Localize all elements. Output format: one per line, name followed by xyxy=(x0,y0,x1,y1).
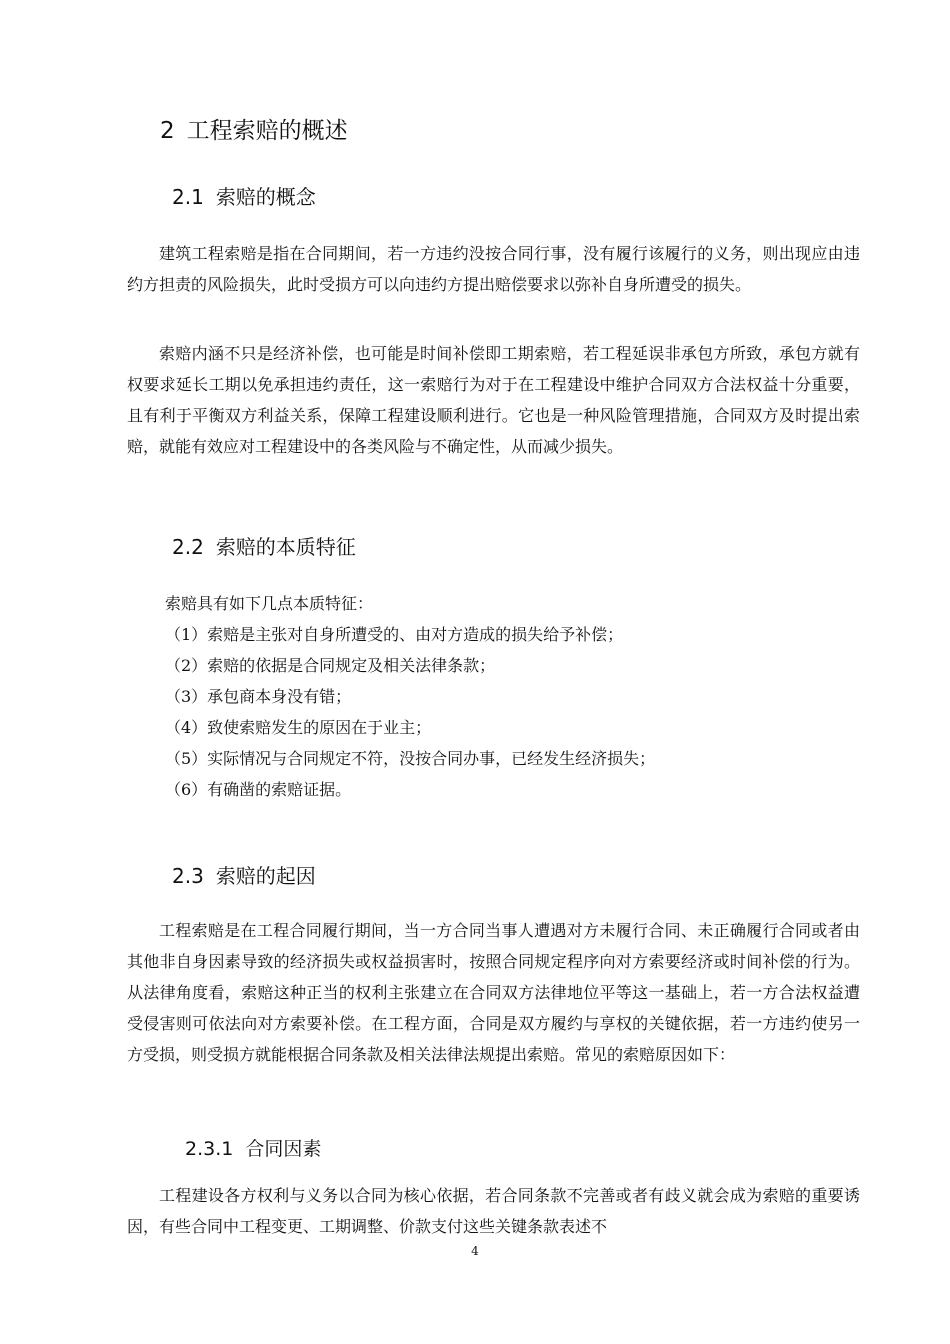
section-heading-2-2 xyxy=(172,531,356,563)
characteristics-list xyxy=(165,619,865,805)
paragraph-claim-causes: 工程索赔是在工程合同履行期间，当一方合同当事人遭遇对方未履行合同、未正确履行合同或者由其他非自身因素导致的经济损失或权益损害时，按照合同规定程序向对方索要经济或时间补偿的行为。从法律角度看，索赔这种正当的权利主张建立在合同双方法律地位平等这一基础上，若一方合法权益遭受侵害则可依法向对方索要补偿。在工程方面，合同是双方履约与享权的关键依据，若一方违约使另一方受损，则受损方就能根据合同条款及相关法律法规提出索赔。常见的索赔原因如下： xyxy=(127,921,860,1064)
section-title: 索赔的本质特征 xyxy=(215,535,356,559)
paragraph-contract-factors: 工程建设各方权利与义务以合同为核心依据，若合同条款不完善或者有歧义就会成为索赔的重要诱因，有些合同中工程变更、工期调整、价款支付这些关键条款表述不 xyxy=(127,1186,860,1236)
list-item: （6）有确凿的索赔证据。 xyxy=(165,780,352,799)
section-number: 2.3 xyxy=(172,864,204,888)
subsection-heading-2-3-1 xyxy=(185,1134,321,1164)
list-item: （5）实际情况与合同规定不符，没按合同办事，已经发生经济损失； xyxy=(165,749,656,768)
paragraph-claim-connotation: 索赔内涵不只是经济补偿，也可能是时间补偿即工期索赔，若工程延误非承包方所致，承包方就有权要求延长工期以免承担违约责任，这一索赔行为对于在工程建设中维护合同双方合法权益十分重要，且有利于平衡双方利益关系，保障工程建设顺利进行。它也是一种风险管理措施，合同双方及时提出索赔，就能有效应对工程建设中的各类风险与不确定性，从而减少损失。 xyxy=(127,344,860,456)
section-heading-2-3 xyxy=(172,860,316,892)
list-item: （3）承包商本身没有错； xyxy=(165,687,352,706)
subsection-title: 合同因素 xyxy=(245,1138,322,1160)
section-heading-2-1 xyxy=(172,181,316,213)
paragraph-claim-definition: 建筑工程索赔是指在合同期间，若一方违约没按合同行事，没有履行该履行的义务，则出现应由违约方担责的风险损失，此时受损方可以向违约方提出赔偿要求以弥补自身所遭受的损失。 xyxy=(127,244,860,294)
section-title: 索赔的起因 xyxy=(215,864,316,888)
list-intro: 索赔具有如下几点本质特征： xyxy=(165,594,374,613)
chapter-title: 工程索赔的概述 xyxy=(186,118,348,144)
section-number: 2.2 xyxy=(172,535,204,559)
subsection-number: 2.3.1 xyxy=(185,1138,234,1160)
list-item: （2）索赔的依据是合同规定及相关法律条款； xyxy=(165,656,496,675)
section-number: 2.1 xyxy=(172,185,204,209)
chapter-heading xyxy=(160,113,348,149)
chapter-number: 2 xyxy=(160,118,175,144)
page-number: 4 xyxy=(471,1244,479,1258)
list-item: （1）索赔是主张对自身所遭受的、由对方造成的损失给予补偿； xyxy=(165,625,624,644)
section-title: 索赔的概念 xyxy=(215,185,316,209)
list-item: （4）致使索赔发生的原因在于业主； xyxy=(165,718,432,737)
